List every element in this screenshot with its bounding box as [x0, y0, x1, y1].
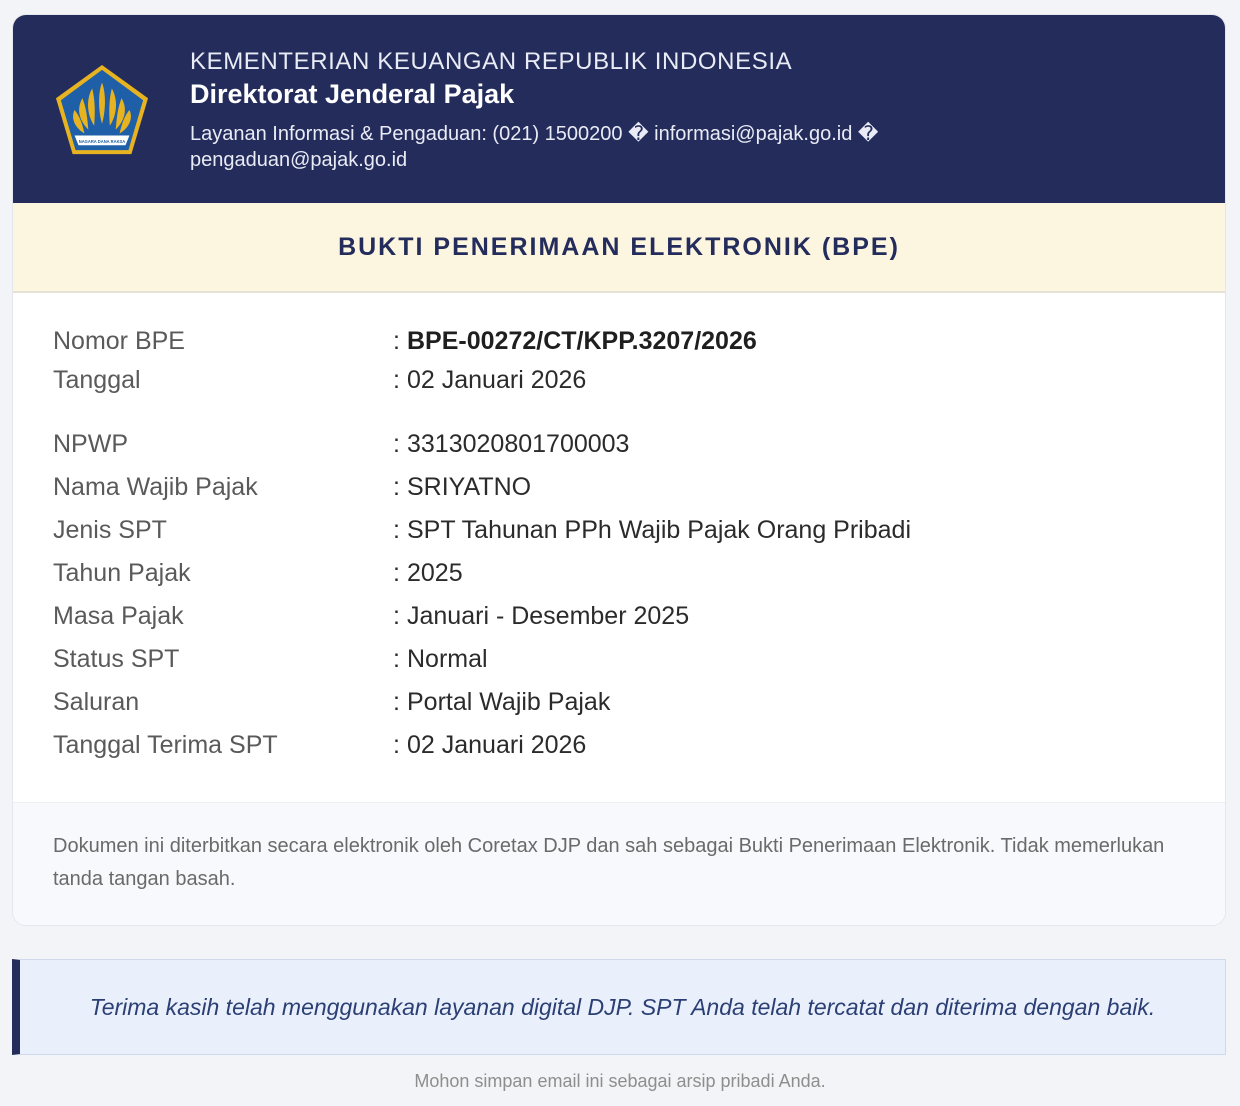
- field-label: Tanggal: [53, 366, 141, 394]
- field-label: NPWP: [53, 430, 128, 458]
- field-value-tahun-pajak: 2025: [407, 559, 463, 587]
- document-title: BUKTI PENERIMAAN ELEKTRONIK (BPE): [338, 232, 900, 261]
- field-value-tanggal: 02 Januari 2026: [407, 366, 587, 394]
- bpe-fields: [53, 327, 1193, 774]
- field-label: Tanggal Terima SPT: [53, 731, 278, 759]
- field-row-status-spt: [53, 645, 1193, 688]
- field-label: Status SPT: [53, 645, 180, 673]
- field-row-jenis-spt: [53, 516, 1193, 559]
- field-row-tanggal-terima-spt: [53, 731, 1193, 774]
- field-value-tanggal-terima-spt: 02 Januari 2026: [407, 731, 587, 759]
- header: [13, 15, 1225, 203]
- title-bar: [13, 203, 1225, 293]
- thank-you-banner: [12, 959, 1226, 1055]
- djp-emblem-icon: [53, 63, 151, 157]
- field-separator: :: [393, 473, 400, 501]
- archive-note: Mohon simpan email ini sebagai arsip pribadi Anda.: [414, 1071, 826, 1091]
- field-value-masa-pajak: Januari - Desember 2025: [407, 602, 690, 630]
- field-row-npwp: [53, 430, 1193, 473]
- field-separator: :: [393, 688, 400, 716]
- field-separator: :: [393, 731, 400, 759]
- field-value-nomor-bpe: BPE-00272/CT/KPP.3207/2026: [407, 327, 757, 355]
- field-label: Nama Wajib Pajak: [53, 473, 258, 501]
- bpe-card: [12, 14, 1226, 926]
- field-row-tanggal: [53, 366, 1193, 430]
- contact-info: Layanan Informasi & Pengaduan: (021) 1500200 � informasi@pajak.go.id � pengaduan@pajak.go.id: [190, 123, 879, 171]
- field-separator: :: [393, 366, 400, 394]
- field-separator: :: [393, 645, 400, 673]
- field-label: Jenis SPT: [53, 516, 167, 544]
- field-separator: :: [393, 430, 400, 458]
- field-row-masa-pajak: [53, 602, 1193, 645]
- field-value-npwp: 3313020801700003: [407, 430, 630, 458]
- logo-ribbon-text: NAGARA DANA RAKSA: [78, 138, 126, 144]
- field-label: Tahun Pajak: [53, 559, 191, 587]
- field-label: Nomor BPE: [53, 327, 185, 355]
- ministry-name: KEMENTERIAN KEUANGAN REPUBLIK INDONESIA: [190, 48, 793, 75]
- field-label: Saluran: [53, 688, 140, 716]
- field-label: Masa Pajak: [53, 602, 184, 630]
- field-value-jenis-spt: SPT Tahunan PPh Wajib Pajak Orang Pribadi: [407, 516, 911, 544]
- directorate-name: Direktorat Jenderal Pajak: [190, 79, 515, 109]
- legal-note: Dokumen ini diterbitkan secara elektronik oleh Coretax DJP dan sah sebagai Bukti Penerimaan Elektronik. Tidak memerlukan tanda tangan basah.: [13, 802, 1226, 926]
- field-value-status-spt: Normal: [407, 645, 488, 673]
- field-row-nomor-bpe: [53, 327, 1193, 366]
- field-separator: :: [393, 559, 400, 587]
- field-value-nama-wajib-pajak: SRIYATNO: [407, 473, 532, 501]
- field-separator: :: [393, 516, 400, 544]
- field-value-saluran: Portal Wajib Pajak: [407, 688, 611, 716]
- field-row-nama-wajib-pajak: [53, 473, 1193, 516]
- thank-you-text: Terima kasih telah menggunakan layanan digital DJP. SPT Anda telah tercatat dan diterima dengan baik.: [89, 993, 1156, 1020]
- field-row-saluran: [53, 688, 1193, 731]
- field-row-tahun-pajak: [53, 559, 1193, 602]
- field-separator: :: [393, 602, 400, 630]
- field-separator: :: [393, 327, 400, 355]
